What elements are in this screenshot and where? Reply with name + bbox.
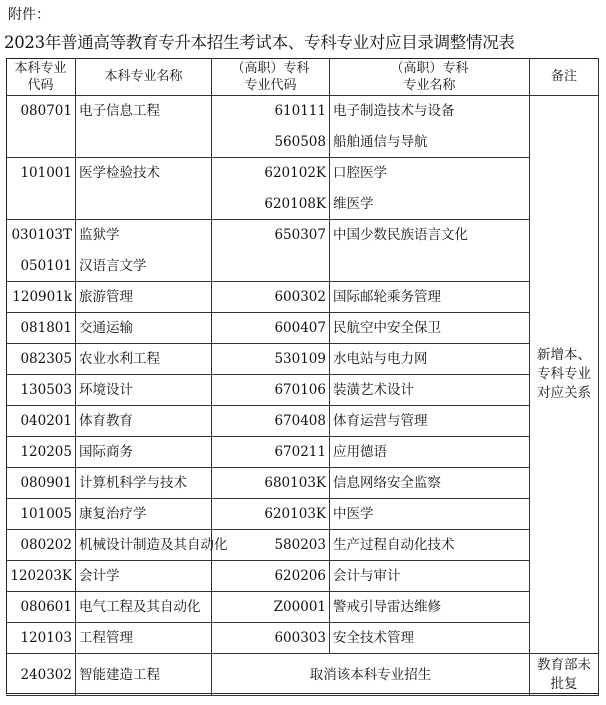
undergrad-name: 交通运输 xyxy=(79,320,133,336)
undergrad-name-cell xyxy=(76,561,212,592)
college-code-cell xyxy=(212,561,330,592)
college-name-cell xyxy=(330,282,530,313)
college-name: 生产过程自动化技术 xyxy=(333,537,455,553)
college-name: 装潢艺术设计 xyxy=(333,382,414,398)
college-code: 560508 xyxy=(274,134,326,150)
undergrad-name: 会计学 xyxy=(79,568,120,584)
undergrad-code: 030103T xyxy=(11,227,72,243)
college-code-cell xyxy=(212,406,330,437)
college-code: 620108K xyxy=(264,196,326,212)
remark-line: 教育部未 xyxy=(537,656,591,673)
college-code: 670106 xyxy=(274,382,326,398)
undergrad-code: 101001 xyxy=(20,165,72,181)
college-name: 体育运营与管理 xyxy=(333,413,428,429)
undergrad-name-cell xyxy=(76,313,212,344)
undergrad-name-cell xyxy=(76,344,212,375)
header-line: 专业名称 xyxy=(403,77,456,93)
college-name: 口腔医学 xyxy=(333,165,387,181)
undergrad-name-cell xyxy=(76,406,212,437)
undergrad-code-cell xyxy=(6,468,76,499)
undergrad-code: 040201 xyxy=(20,413,72,429)
undergrad-code: 080901 xyxy=(20,475,72,491)
header-college-code xyxy=(212,58,330,96)
undergrad-name-cell xyxy=(76,220,212,282)
undergrad-name: 机械设计制造及其自动化 xyxy=(79,537,228,553)
undergrad-name: 医学检验技术 xyxy=(79,165,160,181)
header-college-name xyxy=(330,58,530,96)
college-code-cell xyxy=(212,96,330,158)
college-code-cell xyxy=(212,375,330,406)
college-name: 警戒引导雷达维修 xyxy=(333,599,441,615)
undergrad-name-cell xyxy=(76,468,212,499)
undergrad-code: 120203K xyxy=(10,568,72,584)
college-name-cell xyxy=(330,158,530,220)
undergrad-name: 电气工程及其自动化 xyxy=(79,599,201,615)
college-code: 600302 xyxy=(274,289,326,305)
undergrad-name-cell xyxy=(76,158,212,220)
undergrad-code: 130503 xyxy=(20,382,72,398)
undergrad-code-cell xyxy=(6,158,76,220)
remark-line: 批复 xyxy=(550,675,578,692)
undergrad-name: 计算机科学与技术 xyxy=(79,475,187,491)
undergrad-name-cell xyxy=(76,96,212,158)
college-name-cell xyxy=(330,561,530,592)
undergrad-code: 080701 xyxy=(20,103,72,119)
college-name: 安全技术管理 xyxy=(333,630,414,646)
header-undergrad-code xyxy=(6,58,76,96)
undergrad-name: 电子信息工程 xyxy=(79,103,160,119)
college-code: 600303 xyxy=(274,630,326,646)
college-name: 国际邮轮乘务管理 xyxy=(333,289,441,305)
undergrad-code-cell xyxy=(6,406,76,437)
undergrad-name: 旅游管理 xyxy=(79,289,133,305)
college-name-cell xyxy=(330,530,530,561)
college-name: 维医学 xyxy=(333,196,374,212)
undergrad-code: 081801 xyxy=(20,320,72,336)
undergrad-code: 120901k xyxy=(12,289,72,305)
header-line: 本科专业 xyxy=(14,60,67,76)
undergrad-name: 国际商务 xyxy=(79,444,133,460)
undergrad-code-cell xyxy=(6,220,76,282)
college-name-cell xyxy=(330,96,530,158)
undergrad-name-cell xyxy=(76,592,212,623)
college-code: 680103K xyxy=(264,475,326,491)
college-code-cell xyxy=(212,468,330,499)
college-code: 580203 xyxy=(274,537,326,553)
college-name-cell xyxy=(330,406,530,437)
header-line: 代码 xyxy=(27,77,54,93)
college-name: 中国少数民族语言文化 xyxy=(333,227,468,243)
college-name: 信息网络安全监察 xyxy=(333,475,441,491)
header-line: 专业代码 xyxy=(244,77,297,93)
undergrad-code: 080202 xyxy=(20,537,72,553)
undergrad-code-cell xyxy=(6,623,76,654)
page-title: 2023年普通高等教育专升本招生考试本、专科专业对应目录调整情况表 xyxy=(4,33,515,52)
undergrad-name: 环境设计 xyxy=(79,382,133,398)
college-code: 620206 xyxy=(274,568,326,584)
college-code-cell xyxy=(212,158,330,220)
undergrad-code-cell xyxy=(6,561,76,592)
header-line: （高职）专科 xyxy=(231,60,310,76)
college-code: 610111 xyxy=(274,103,326,119)
undergrad-name: 体育教育 xyxy=(79,413,133,429)
college-code: 670211 xyxy=(274,444,326,460)
undergrad-code-cell xyxy=(6,282,76,313)
college-name-cell xyxy=(330,623,530,654)
college-name-cell xyxy=(330,468,530,499)
undergrad-name-cell xyxy=(76,282,212,313)
undergrad-code-cell xyxy=(6,375,76,406)
college-code-cell xyxy=(212,499,330,530)
college-code-cell xyxy=(212,344,330,375)
last-row-note: 取消该本科专业招生 xyxy=(212,654,530,696)
college-code: 650307 xyxy=(274,227,326,243)
undergrad-code: 120205 xyxy=(20,444,72,460)
undergrad-name-cell xyxy=(76,375,212,406)
undergrad-name: 康复治疗学 xyxy=(79,506,147,522)
undergrad-name-cell xyxy=(76,623,212,654)
last-row-name: 智能建造工程 xyxy=(76,654,212,696)
undergrad-code-cell xyxy=(6,344,76,375)
college-code-cell xyxy=(212,623,330,654)
attachment-label: 附件： xyxy=(8,7,50,23)
college-name-cell xyxy=(330,592,530,623)
undergrad-code-cell xyxy=(6,499,76,530)
last-row-code: 240302 xyxy=(6,654,76,696)
undergrad-code: 120103 xyxy=(20,630,72,646)
undergrad-code: 082305 xyxy=(20,351,72,367)
college-name: 电子制造技术与设备 xyxy=(333,103,455,119)
college-code: 600407 xyxy=(274,320,326,336)
remark-merged-cell xyxy=(530,96,599,654)
college-code-cell xyxy=(212,530,330,561)
college-name-cell xyxy=(330,344,530,375)
header-remark: 备注 xyxy=(530,58,599,96)
college-code: 620103K xyxy=(264,506,326,522)
college-name-cell xyxy=(330,313,530,344)
undergrad-code-cell xyxy=(6,96,76,158)
remark-line: 专科专业 xyxy=(537,366,591,382)
college-code-cell xyxy=(212,592,330,623)
college-code-cell xyxy=(212,282,330,313)
undergrad-code-cell xyxy=(6,437,76,468)
college-code: 670408 xyxy=(274,413,326,429)
college-code-cell xyxy=(212,220,330,282)
college-name: 应用德语 xyxy=(333,444,387,460)
undergrad-code: 101005 xyxy=(20,506,72,522)
undergrad-name-cell xyxy=(76,499,212,530)
undergrad-name: 汉语言文学 xyxy=(79,258,147,274)
college-code: Z00001 xyxy=(273,599,326,615)
college-name-cell xyxy=(330,375,530,406)
remark-line: 对应关系 xyxy=(537,385,591,401)
header-line: （高职）专科 xyxy=(390,60,469,76)
undergrad-code-cell xyxy=(6,592,76,623)
college-code-cell xyxy=(212,313,330,344)
undergrad-name-cell xyxy=(76,530,228,561)
undergrad-code-cell xyxy=(6,530,76,561)
remark-line: 新增本、 xyxy=(537,347,591,363)
college-code: 530109 xyxy=(274,351,326,367)
college-code: 620102K xyxy=(264,165,326,181)
undergrad-name: 监狱学 xyxy=(79,227,120,243)
college-name: 会计与审计 xyxy=(333,568,401,584)
undergrad-name: 工程管理 xyxy=(79,630,133,646)
college-code-cell xyxy=(212,437,330,468)
college-name: 民航空中安全保卫 xyxy=(333,320,441,336)
college-name: 中医学 xyxy=(333,506,374,522)
college-name: 水电站与电力网 xyxy=(333,351,428,367)
undergrad-code: 080601 xyxy=(20,599,72,615)
undergrad-name: 农业水利工程 xyxy=(79,351,160,367)
college-name-cell xyxy=(330,499,530,530)
college-name-cell xyxy=(330,437,530,468)
undergrad-code-cell xyxy=(6,313,76,344)
undergrad-code: 050101 xyxy=(20,258,72,274)
header-undergrad-name: 本科专业名称 xyxy=(76,58,212,96)
college-name-cell xyxy=(330,220,530,282)
college-name: 船舶通信与导航 xyxy=(333,134,428,150)
last-row-remark xyxy=(530,654,599,696)
undergrad-name-cell xyxy=(76,437,212,468)
